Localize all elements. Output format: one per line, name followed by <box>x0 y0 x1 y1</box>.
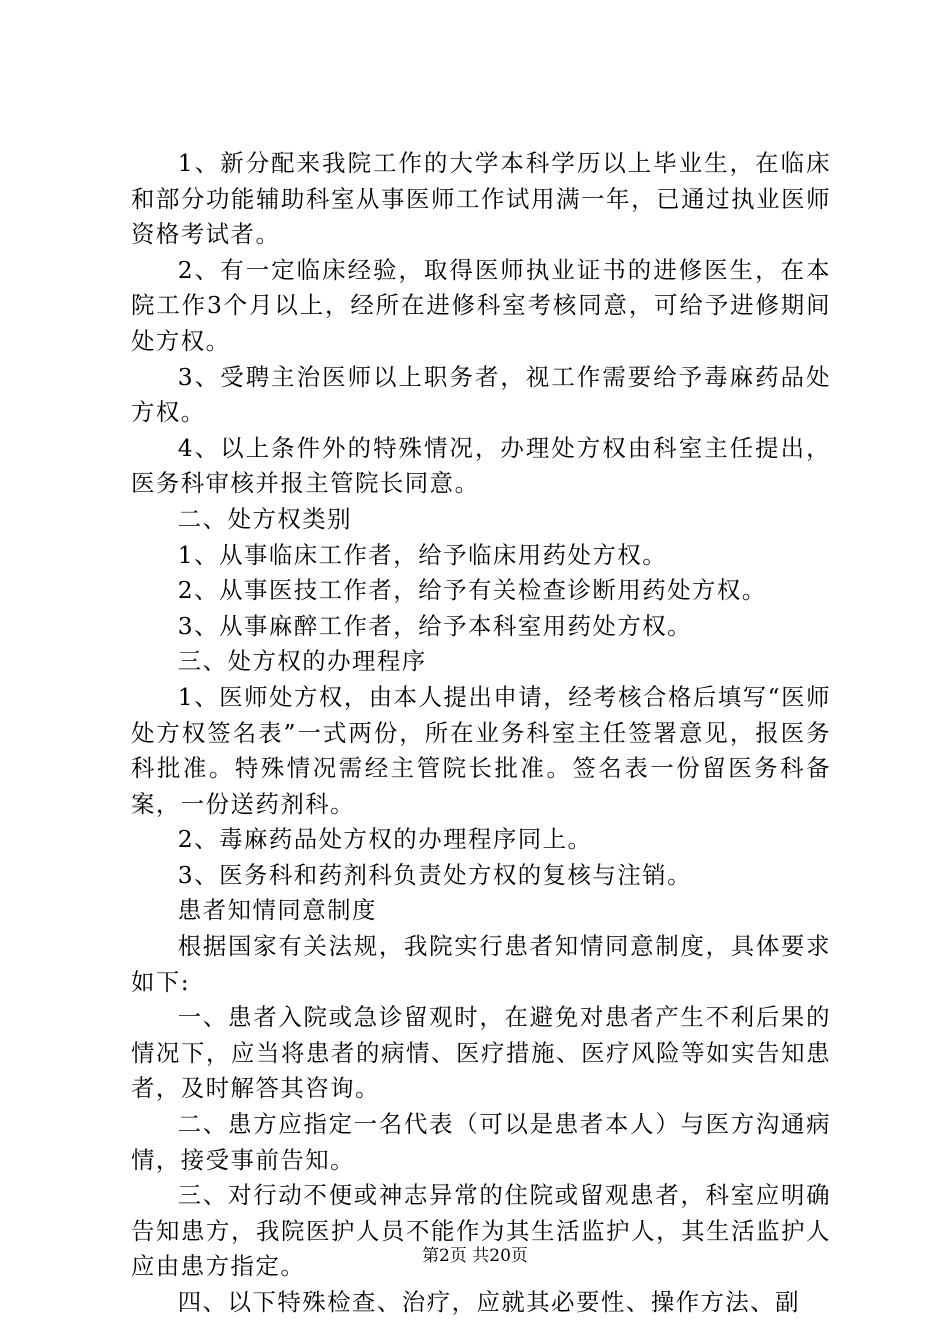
section-heading-prescription-types: 二、处方权类别 <box>177 504 353 533</box>
paragraph-11: 2、毒麻药品处方权的办理程序同上。 <box>177 825 593 854</box>
paragraph-2: 2、有一定临床经验，取得医师执业证书的进修医生，在本院工作3个月以上，经所在进修科室考核同意，可给予进修期间处方权。 <box>131 255 831 355</box>
document-body <box>131 146 831 1321</box>
paragraph-14: 根据国家有关法规，我院实行患者知情同意制度，具体要求如下: <box>131 932 831 996</box>
paragraph-3: 3、受聘主治医师以上职务者，视工作需要给予毒麻药品处方权。 <box>131 362 831 427</box>
paragraph-17: 三、对行动不便或神志异常的住院或留观患者，科室应明确告知患方，我院医护人员不能作为其生活监护人，其生活监护人应由患方指定。 <box>131 1181 831 1281</box>
paragraph-10: 1、医师处方权，由本人提出申请，经考核合格后填写“医师处方权签名表”一式两份，所在业务科室主任签署意见，报医务科批准。特殊情况需经主管院长批准。签名表一份留医务科备案，一份送药剂科。 <box>131 682 831 818</box>
paragraph-15: 一、患者入院或急诊留观时，在避免对患者产生不利后果的情况下，应当将患者的病情、医疗措施、医疗风险等如实告知患者，及时解答其咨询。 <box>131 1003 831 1103</box>
section-heading-informed-consent: 患者知情同意制度 <box>177 896 377 925</box>
paragraph-7: 2、从事医技工作者，给予有关检查诊断用药处方权。 <box>177 576 767 605</box>
paragraph-12: 3、医务科和药剂科负责处方权的复核与注销。 <box>177 860 692 889</box>
section-heading-procedure: 三、处方权的办理程序 <box>177 647 427 676</box>
paragraph-18: 四、以下特殊检查、治疗，应就其必要性、操作方法、副 <box>177 1288 801 1316</box>
paragraph-16: 二、患方应指定一名代表（可以是患者本人）与医方沟通病情，接受事前告知。 <box>131 1110 831 1174</box>
paragraph-6: 1、从事临床工作者，给予临床用药处方权。 <box>177 540 668 569</box>
paragraph-1: 1、新分配来我院工作的大学本科学历以上毕业生，在临床和部分功能辅助科室从事医师工作试用满一年，已通过执业医师资格考试者。 <box>131 149 831 249</box>
paragraph-8: 3、从事麻醉工作者，给予本科室用药处方权。 <box>177 611 692 640</box>
paragraph-4: 4、以上条件外的特殊情况，办理处方权由科室主任提出，医务科审核并报主管院长同意。 <box>131 433 831 498</box>
page-number-label: 第2页 共20页 <box>422 1246 528 1266</box>
page-footer <box>0 1245 950 1267</box>
